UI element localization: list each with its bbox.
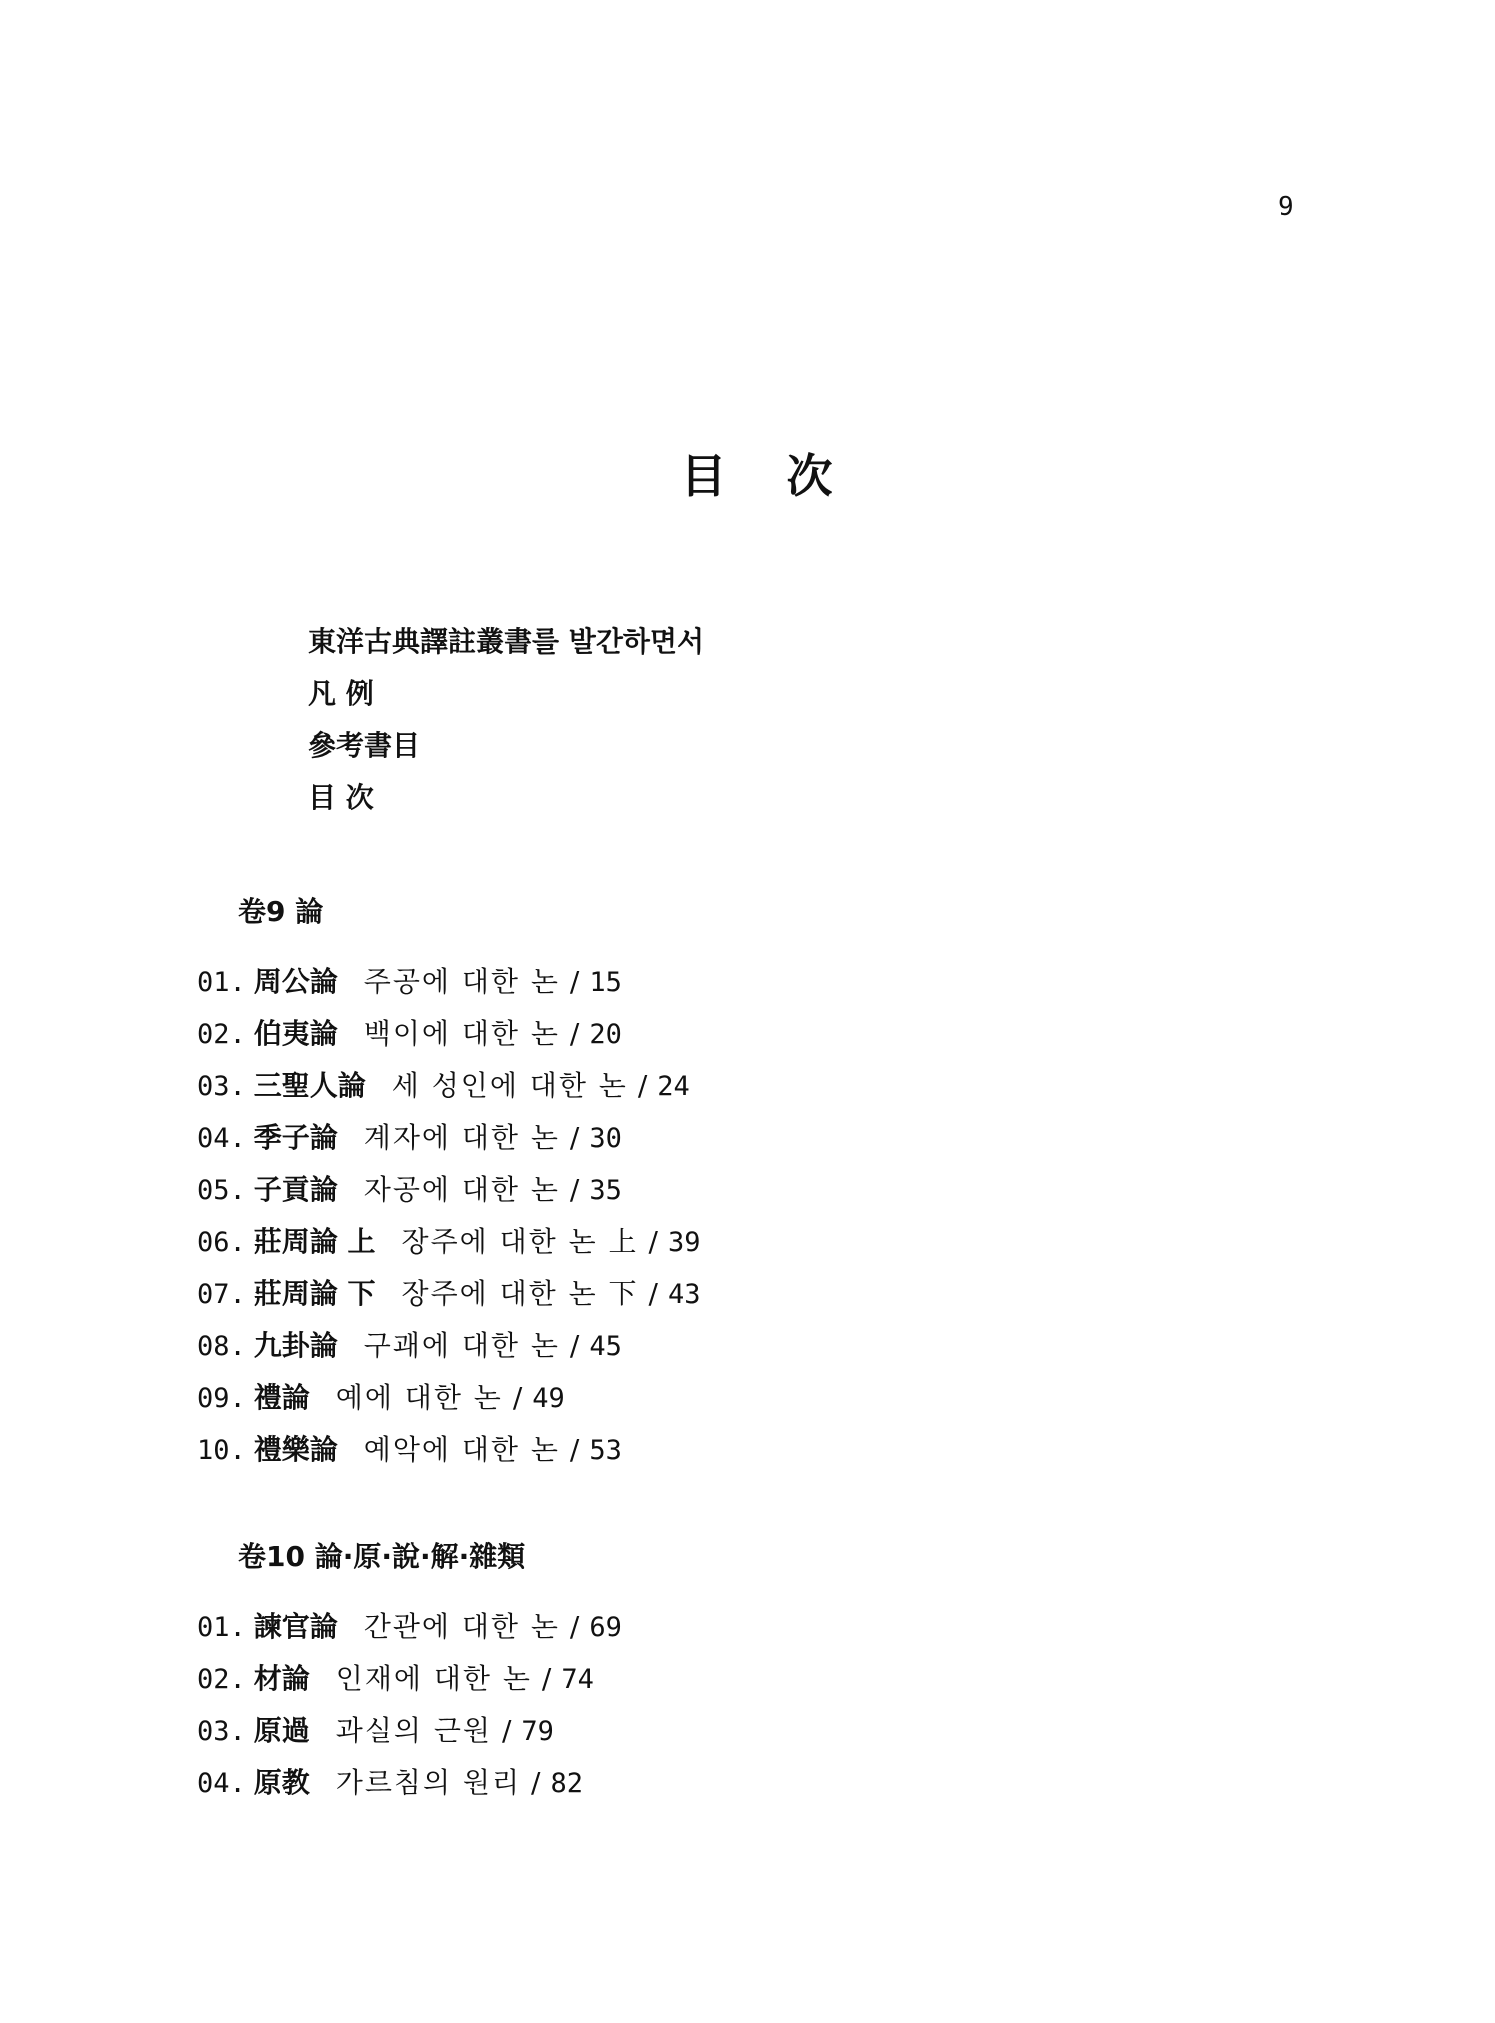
entry-title-korean: 장주에 대한 논 下 (401, 1277, 639, 1310)
toc-entry[interactable] (197, 1324, 700, 1376)
entry-title-hanja: 原教 (253, 1766, 310, 1799)
entry-separator: / (648, 1225, 658, 1258)
entry-separator: / (569, 1173, 580, 1206)
entry-separator: / (569, 1610, 580, 1643)
entry-page-number: 20 (589, 1019, 622, 1050)
entry-title-korean: 구괘에 대한 논 (363, 1329, 560, 1362)
entry-page-number: 53 (589, 1435, 622, 1466)
entry-title-hanja: 九卦論 (253, 1329, 338, 1362)
toc-entry[interactable] (197, 1709, 622, 1761)
toc-entry[interactable] (197, 1376, 700, 1428)
entry-number: 09. (197, 1383, 246, 1414)
entry-title-korean: 주공에 대한 논 (363, 965, 560, 998)
entry-page-number: 43 (667, 1279, 701, 1310)
entry-page-number: 49 (532, 1383, 565, 1414)
entry-number: 03. (197, 1071, 246, 1102)
entry-separator: / (501, 1714, 512, 1747)
entry-title-korean: 백이에 대한 논 (363, 1017, 560, 1050)
toc-entry[interactable] (197, 1605, 622, 1657)
front-matter-item-references[interactable]: 參考書目 (308, 729, 421, 762)
entry-separator: / (541, 1662, 552, 1695)
toc-entry[interactable] (197, 1220, 700, 1272)
entry-separator: / (569, 1121, 580, 1154)
entry-title-korean: 계자에 대한 논 (363, 1121, 560, 1154)
entry-title-hanja: 莊周論 上 (253, 1225, 376, 1258)
entry-title-hanja: 禮論 (253, 1381, 310, 1414)
entry-title-korean: 간관에 대한 논 (363, 1610, 560, 1643)
entry-title-hanja: 莊周論 下 (253, 1277, 376, 1310)
volume-10-entries (197, 1605, 622, 1813)
entry-page-number: 24 (657, 1071, 690, 1102)
entry-number: 02. (197, 1019, 246, 1050)
entry-page-number: 39 (667, 1227, 701, 1258)
entry-title-hanja: 禮樂論 (253, 1433, 338, 1466)
toc-entry[interactable] (197, 1657, 622, 1709)
entry-number: 04. (197, 1768, 246, 1799)
entry-page-number: 79 (521, 1716, 554, 1747)
entry-title-hanja: 伯夷論 (253, 1017, 338, 1050)
entry-separator: / (637, 1069, 648, 1102)
toc-entry[interactable] (197, 1064, 700, 1116)
entry-page-number: 30 (589, 1123, 622, 1154)
entry-number: 02. (197, 1664, 246, 1695)
page-number: 9 (1278, 192, 1294, 222)
entry-title-hanja: 原過 (253, 1714, 310, 1747)
entry-number: 01. (197, 967, 246, 998)
entry-page-number: 15 (589, 967, 622, 998)
entry-separator: / (569, 1329, 580, 1362)
entry-page-number: 35 (589, 1175, 622, 1206)
entry-number: 10. (197, 1435, 246, 1466)
entry-title-korean: 인재에 대한 논 (335, 1662, 532, 1695)
toc-entry[interactable] (197, 1272, 700, 1324)
entry-title-korean: 예에 대한 논 (335, 1381, 503, 1414)
entry-separator: / (569, 1017, 580, 1050)
entry-page-number: 82 (550, 1768, 583, 1799)
toc-entry[interactable] (197, 1116, 700, 1168)
entry-title-korean: 가르침의 원리 (335, 1766, 521, 1799)
toc-entry[interactable] (197, 960, 700, 1012)
entry-page-number: 45 (589, 1331, 622, 1362)
entry-number: 03. (197, 1716, 246, 1747)
volume-heading-10: 卷10 論·原·說·解·雜類 (238, 1540, 526, 1573)
entry-title-hanja: 周公論 (253, 965, 338, 998)
toc-entry[interactable] (197, 1428, 700, 1480)
toc-entry[interactable] (197, 1761, 622, 1813)
entry-separator: / (531, 1766, 541, 1799)
front-matter-item-preface[interactable]: 東洋古典譯註叢書를 발간하면서 (308, 625, 705, 658)
front-matter-item-contents[interactable]: 目 次 (308, 781, 374, 814)
entry-page-number: 69 (589, 1612, 622, 1643)
entry-separator: / (648, 1277, 658, 1310)
entry-separator: / (569, 965, 580, 998)
entry-title-hanja: 三聖人論 (253, 1069, 366, 1102)
page-title: 目 次 (680, 449, 855, 503)
entry-separator: / (569, 1433, 580, 1466)
entry-number: 04. (197, 1123, 246, 1154)
entry-title-hanja: 子貢論 (253, 1173, 338, 1206)
entry-page-number: 74 (561, 1664, 594, 1695)
entry-title-korean: 예악에 대한 논 (363, 1433, 560, 1466)
toc-entry[interactable] (197, 1012, 700, 1064)
entry-title-korean: 장주에 대한 논 上 (401, 1225, 639, 1258)
entry-title-korean: 세 성인에 대한 논 (391, 1069, 628, 1102)
toc-entry[interactable] (197, 1168, 700, 1220)
entry-title-hanja: 材論 (253, 1662, 310, 1695)
entry-number: 06. (197, 1227, 246, 1258)
entry-title-korean: 과실의 근원 (335, 1714, 492, 1747)
volume-9-entries (197, 960, 700, 1480)
entry-title-hanja: 諫官論 (253, 1610, 338, 1643)
entry-separator: / (512, 1381, 523, 1414)
volume-heading-9: 卷9 論 (238, 895, 324, 928)
entry-number: 01. (197, 1612, 246, 1643)
entry-title-korean: 자공에 대한 논 (363, 1173, 560, 1206)
front-matter-item-conventions[interactable]: 凡 例 (308, 677, 374, 710)
entry-number: 05. (197, 1175, 246, 1206)
entry-number: 07. (197, 1279, 246, 1310)
front-matter-list (308, 620, 704, 828)
entry-number: 08. (197, 1331, 246, 1362)
entry-title-hanja: 季子論 (253, 1121, 338, 1154)
